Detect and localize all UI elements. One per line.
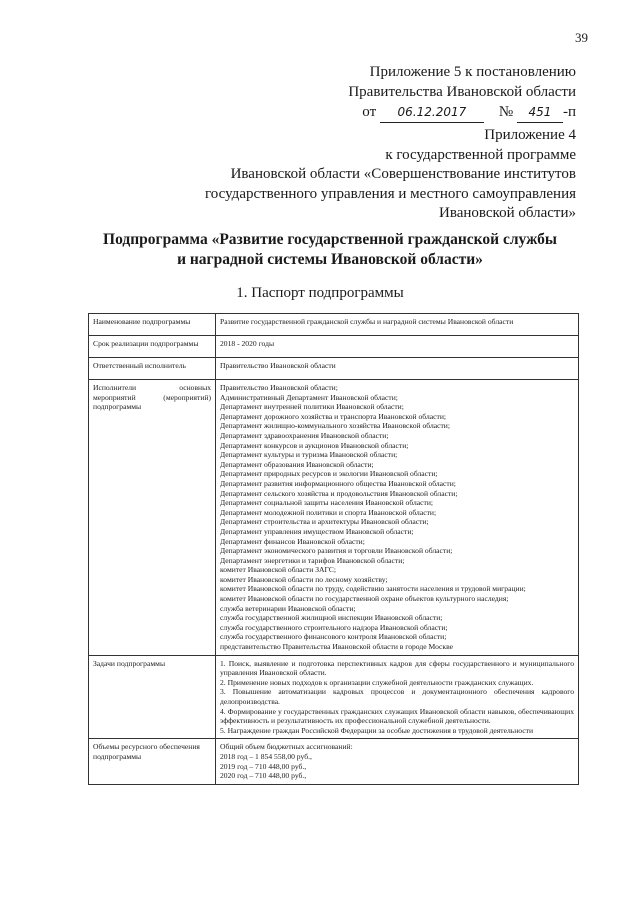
- executor-item: Департамент культуры и туризма Ивановской области;: [220, 450, 398, 460]
- page-number: 39: [575, 30, 588, 45]
- executor-item: служба ветеринарии Ивановской области;: [220, 603, 356, 613]
- task-item: 1. Поиск, выявление и подготовка перспективных кадров для сферы государственного и муниципального управления Ивановской области.: [220, 658, 574, 678]
- executor-item: Департамент социальной защиты населения Ивановской области;: [220, 498, 434, 508]
- row-label: Ответственный исполнитель: [89, 358, 216, 380]
- funding-item: 2019 год – 710 448,00 руб.,: [220, 761, 307, 771]
- task-item: 2. Применение новых подходов к организации служебной деятельности гражданских служащих.: [220, 677, 534, 687]
- executor-item: Административный Департамент Ивановской области;: [220, 392, 398, 402]
- executor-item: Департамент строительства и архитектуры Ивановской области;: [220, 517, 429, 527]
- table-row: [89, 655, 579, 739]
- funding-item: 2018 год – 1 854 558,00 руб.,: [220, 751, 312, 761]
- row-value: 2018 - 2020 годы: [216, 336, 579, 358]
- executor-item: Департамент развития информационного общества Ивановской области;: [220, 478, 456, 488]
- executor-item: Департамент жилищно-коммунального хозяйства Ивановской области;: [220, 421, 450, 431]
- appendix-5-line1: Приложение 5 к постановлению: [369, 64, 576, 80]
- handwritten-number: 451: [517, 102, 563, 123]
- row-label: Наименование подпрограммы: [89, 314, 216, 336]
- funding-label: Объемы ресурсного обеспечения подпрограммы: [89, 739, 216, 784]
- appendix-4-line2: к государственной программе: [385, 146, 576, 163]
- executor-item: Департамент внутренней политики Ивановской области;: [220, 402, 404, 412]
- executor-item: представительство Правительства Ивановской области в городе Москве: [220, 642, 454, 652]
- task-item: 4. Формирование у государственных гражданских служащих Ивановской области навыков, обеспечивающих эффективность и результативность их профессиональной служебной деятельности.: [220, 706, 574, 726]
- passport-heading: 1. Паспорт подпрограммы: [236, 285, 404, 301]
- executor-item: Департамент образования Ивановской области;: [220, 459, 374, 469]
- appendix-5-line2: Правительства Ивановской области: [348, 84, 576, 100]
- appendix-4-header: [205, 126, 576, 224]
- funding-item: 2020 год – 710 448,00 руб.,: [220, 771, 307, 781]
- executor-item: Департамент энергетики и тарифов Ивановской области;: [220, 555, 405, 565]
- executors-list: [216, 380, 579, 656]
- number-suffix: -п: [562, 104, 576, 120]
- number-prefix: №: [498, 104, 514, 120]
- row-value: Правительство Ивановской области: [216, 358, 579, 380]
- executor-item: Департамент финансов Ивановской области;: [220, 536, 365, 546]
- executor-item: Департамент управления имуществом Ивановской области;: [220, 526, 414, 536]
- funding-item: Общий объем бюджетных ассигнований:: [220, 742, 353, 752]
- executor-item: Правительство Ивановской области;: [220, 383, 338, 392]
- executor-item: служба государственного финансового контроля Ивановской области;: [220, 632, 447, 642]
- subprogram-title-line1: Подпрограмма «Развитие государственной гражданской службы: [103, 231, 557, 248]
- handwritten-date: 06.12.2017: [380, 102, 484, 123]
- executor-item: комитет Ивановской области по лесному хозяйству;: [220, 574, 388, 584]
- executor-item: комитет Ивановской области по государственной охране объектов культурного наследия;: [220, 594, 509, 604]
- executor-item: Департамент молодежной политики и спорта Ивановской области;: [220, 507, 437, 517]
- appendix-5-header: [348, 62, 576, 123]
- executor-item: Департамент сельского хозяйства и продовольствия Ивановской области;: [220, 488, 458, 498]
- executor-item: Департамент природных ресурсов и экологии Ивановской области;: [220, 469, 438, 479]
- table-row: [89, 380, 579, 656]
- appendix-4-line4: государственного управления и местного самоуправления: [205, 185, 576, 202]
- tasks-list: [216, 655, 579, 739]
- executor-item: служба государственной жилищной инспекции Ивановской области;: [220, 613, 443, 623]
- passport-table: [88, 313, 579, 785]
- funding-list: [216, 739, 579, 784]
- executor-item: комитет Ивановской области по труду, содействию занятости населения и трудовой миграции;: [220, 584, 526, 594]
- executor-item: Департамент конкурсов и аукционов Ивановской области;: [220, 440, 409, 450]
- executor-item: Департамент дорожного хозяйства и транспорта Ивановской области;: [220, 411, 446, 421]
- task-item: 5. Награждение граждан Российской Федерации за особые достижения в трудовой деятельности: [220, 725, 534, 735]
- row-value: Развитие государственной гражданской службы и наградной системы Ивановской области: [216, 314, 579, 336]
- subprogram-title: [96, 230, 564, 270]
- executors-label: Исполнители основных мероприятий (мероприятий) подпрограммы: [89, 380, 216, 656]
- table-row: [89, 314, 579, 336]
- row-label: Срок реализации подпрограммы: [89, 336, 216, 358]
- task-item: 3. Повышение автоматизации кадровых процессов и документационного обеспечения кадрового делопроизводства.: [220, 687, 574, 706]
- appendix-4-line3: Ивановской области «Совершенствование институтов: [230, 166, 576, 182]
- tasks-label: Задачи подпрограммы: [89, 655, 216, 739]
- table-row: [89, 358, 579, 380]
- table-row: [89, 336, 579, 358]
- executor-item: служба государственного строительного надзора Ивановской области;: [220, 622, 448, 632]
- executor-item: комитет Ивановской области ЗАГС;: [220, 565, 336, 575]
- subprogram-title-line2: и наградной системы Ивановской области»: [177, 251, 483, 268]
- from-prefix: от: [362, 104, 377, 120]
- executor-item: Департамент экономического развития и торговли Ивановской области;: [220, 546, 453, 556]
- appendix-4-line5: Ивановской области»: [439, 205, 576, 221]
- appendix-5-date-number: [348, 102, 576, 123]
- appendix-4-line1: Приложение 4: [484, 127, 576, 143]
- table-row: [89, 739, 579, 784]
- executor-item: Департамент здравоохранения Ивановской области;: [220, 430, 389, 440]
